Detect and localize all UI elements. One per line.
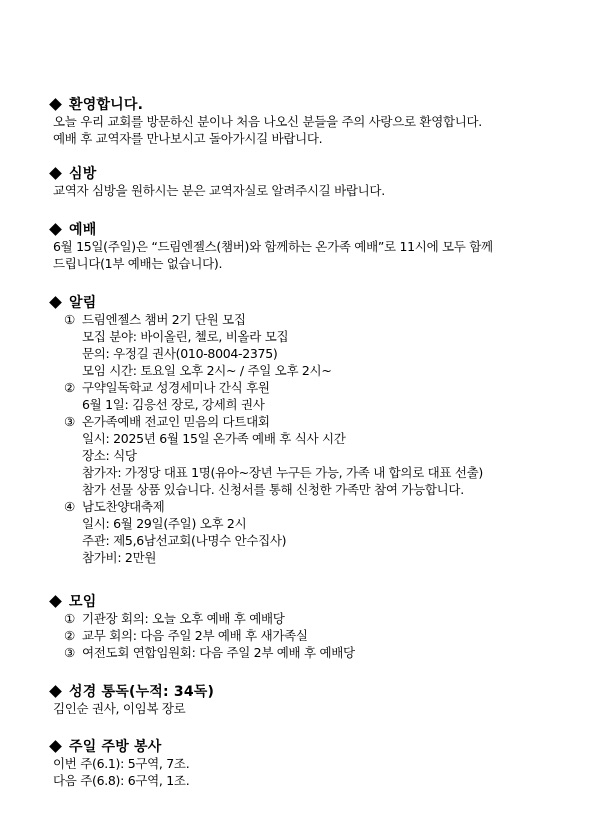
welcome-heading [48, 95, 588, 113]
kitchen-service-section [48, 737, 588, 789]
meeting-item-text: 교무 회의: 다음 주일 2부 예배 후 새가족실 [82, 628, 308, 643]
meeting-item [48, 627, 588, 644]
diamond-bullet-icon [49, 685, 62, 698]
diamond-bullet-icon [49, 98, 62, 111]
bible-reading-line: 김인순 권사, 이임복 장로 [53, 701, 186, 716]
notice-detail: 주관: 제5,6남선교회(나명수 안수집사) [82, 533, 287, 548]
meetings-section [48, 592, 588, 661]
notice-detail: 일시: 6월 29일(주일) 오후 2시 [82, 516, 247, 531]
notices-title: 알림 [69, 295, 97, 311]
visit-heading [48, 164, 588, 182]
diamond-bullet-icon [49, 740, 62, 753]
diamond-bullet-icon [49, 296, 62, 309]
notice-item-text: 남도찬양대축제 [82, 499, 165, 514]
worship-title: 예배 [69, 222, 97, 238]
notice-item-choir-recruit [48, 311, 588, 328]
notice-detail: 6월 1일: 김응선 장로, 강세희 권사 [82, 397, 265, 412]
notices-heading [48, 293, 588, 311]
kitchen-service-line: 다음 주(6.8): 6구역, 1조. [53, 773, 190, 788]
notice-number: ③ [64, 414, 75, 429]
meeting-number: ② [64, 628, 75, 643]
welcome-line: 오늘 우리 교회를 방문하신 분이나 처음 나오신 분들을 주의 사랑으로 환영합니다. [53, 114, 482, 129]
notice-detail: 모집 분야: 바이올린, 첼로, 비올라 모집 [82, 329, 289, 344]
kitchen-service-line: 이번 주(6.1): 5구역, 7조. [53, 756, 190, 771]
notice-detail: 참가자: 가정당 대표 1명(유아~장년 누구든 가능, 가족 내 합의로 대표 선출) [82, 465, 484, 480]
meeting-item-text: 여전도회 연합임원회: 다음 주일 2부 예배 후 예배당 [82, 645, 355, 660]
notice-number: ④ [64, 499, 75, 514]
visit-section [48, 164, 588, 199]
welcome-section [48, 95, 588, 147]
meeting-number: ③ [64, 645, 75, 660]
notice-detail: 참가 선물 상품 있습니다. 신청서를 통해 신청한 가족만 참여 가능합니다. [82, 482, 464, 497]
visit-line: 교역자 심방을 원하시는 분은 교역자실로 알려주시길 바랍니다. [53, 183, 385, 198]
notice-item-seminar-snack [48, 379, 588, 396]
notice-detail: 참가비: 2만원 [82, 550, 157, 565]
notice-number: ① [64, 312, 75, 327]
notice-detail: 모임 시간: 토요일 오후 2시~ / 주일 오후 2시~ [82, 363, 332, 378]
worship-heading [48, 220, 588, 238]
visit-title: 심방 [69, 166, 97, 182]
meeting-item [48, 644, 588, 661]
kitchen-service-title: 주일 주방 봉사 [69, 739, 162, 755]
notices-section [48, 293, 588, 566]
bible-reading-title: 성경 통독(누적: 34독) [69, 684, 215, 700]
notice-item-text: 구약일독학교 성경세미나 간식 후원 [82, 380, 270, 395]
meetings-title: 모임 [69, 594, 97, 610]
worship-line: 드립니다(1부 예배는 없습니다). [53, 256, 223, 271]
diamond-bullet-icon [49, 595, 62, 608]
notice-item-dart-contest [48, 413, 588, 430]
worship-section [48, 220, 588, 272]
meetings-heading [48, 592, 588, 610]
notice-item-text: 드림엔젤스 챔버 2기 단원 모집 [82, 312, 246, 327]
bible-reading-section [48, 682, 588, 717]
notice-detail: 문의: 우정길 권사(010-8004-2375) [82, 346, 278, 361]
meeting-item [48, 610, 588, 627]
kitchen-service-heading [48, 737, 588, 755]
diamond-bullet-icon [49, 167, 62, 180]
bible-reading-heading [48, 682, 588, 700]
worship-line: 6월 15일(주일)은 “드림엔젤스(챔버)와 함께하는 온가족 예배”로 11시에 모두 함께 [53, 239, 493, 254]
notice-detail: 일시: 2025년 6월 15일 온가족 예배 후 식사 시간 [82, 431, 346, 446]
notice-item-praise-festival [48, 498, 588, 515]
meeting-item-text: 기관장 회의: 오늘 오후 예배 후 예배당 [82, 611, 285, 626]
notice-detail: 장소: 식당 [82, 448, 137, 463]
welcome-line: 예배 후 교역자를 만나보시고 돌아가시길 바랍니다. [53, 131, 323, 146]
diamond-bullet-icon [49, 223, 62, 236]
notice-number: ② [64, 380, 75, 395]
notice-item-text: 온가족예배 전교인 믿음의 다트대회 [82, 414, 270, 429]
welcome-title: 환영합니다. [69, 97, 144, 113]
meeting-number: ① [64, 611, 75, 626]
